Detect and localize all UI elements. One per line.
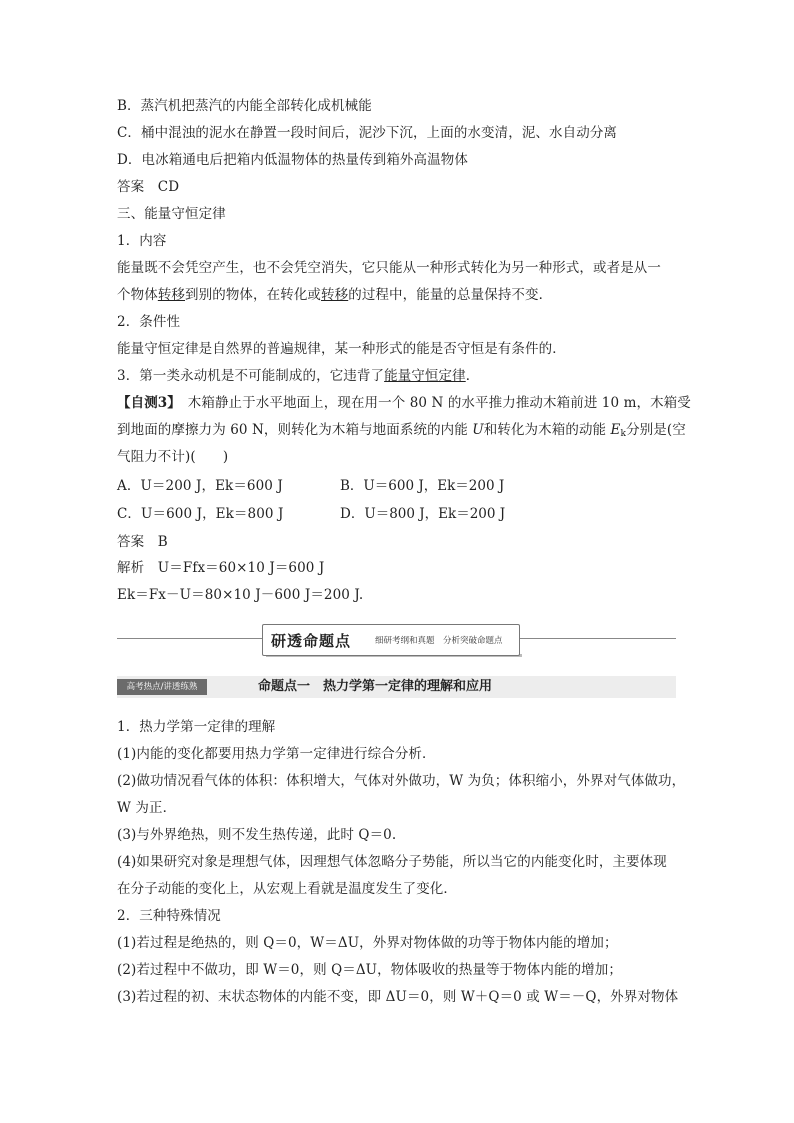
paragraph-line: 在分子动能的变化上，从宏观上看就是温度发生了变化． — [117, 881, 457, 897]
text-run: 个物体 — [117, 287, 158, 303]
var-u: U — [472, 422, 484, 438]
topic-tag: 高考热点/讲透练熟 — [117, 679, 207, 695]
banner-title: 研透命题点 — [271, 632, 352, 650]
paragraph-line: (3)与外界绝热，则不发生热传递，此时 Q＝0. — [117, 827, 397, 843]
option-c: C．U＝600 J，Ek＝800 J — [117, 506, 284, 522]
subheading: 2．三种特殊情况 — [117, 908, 221, 924]
section-banner — [262, 624, 520, 656]
paragraph-line: (2)做功情况看气体的体积：体积增大，气体对外做功，W 为负；体积缩小，外界对气体做功， — [117, 773, 686, 789]
self-test-tag: 【自测3】 — [117, 395, 175, 411]
subheading-content: 1．内容 — [117, 233, 167, 249]
paragraph-line: (3)若过程的初、末状态物体的内能不变，即 ΔU＝0，则 W＋Q＝0 或 W＝－Q，外界对物体 — [117, 989, 679, 1005]
underlined-term: 能量守恒定律 — [384, 368, 466, 384]
option-b: B．蒸汽机把蒸汽的内能全部转化成机械能 — [117, 98, 372, 114]
subheading: 1．热力学第一定律的理解 — [117, 719, 276, 735]
paragraph-line — [117, 367, 479, 385]
text-run: 到地面的摩擦力为 60 N，则转化为木箱与地面系统的内能 — [117, 422, 473, 438]
paragraph-line — [117, 286, 552, 304]
paragraph-line: 气阻力不计)( ) — [117, 449, 229, 465]
subheading-condition: 2．条件性 — [117, 314, 181, 330]
topic-title: 命题点一 热力学第一定律的理解和应用 — [258, 679, 493, 694]
topic-bar — [117, 676, 676, 698]
analysis-line: Ek＝Fx－U＝80×10 J－600 J＝200 J. — [117, 587, 364, 603]
text-run: ． — [465, 368, 480, 384]
paragraph-line: 能量既不会凭空产生，也不会凭空消失，它只能从一种形式转化为另一种形式，或者是从一 — [117, 260, 661, 276]
paragraph-line — [117, 421, 686, 443]
subscript-k: k — [620, 429, 627, 439]
divider — [117, 638, 262, 639]
self-test-question — [117, 394, 691, 412]
text-run: 到别的物体，在转化或 — [185, 287, 322, 303]
paragraph-line: (4)如果研究对象是理想气体，因理想气体忽略分子势能，所以当它的内能变化时，主要体现 — [117, 854, 667, 870]
option-a: A．U＝200 J，Ek＝600 J — [117, 478, 283, 494]
text-run: 分别是(空 — [626, 422, 686, 438]
analysis-line: 解析 U＝Ffx＝60×10 J＝600 J — [117, 560, 325, 576]
option-d: D．电冰箱通电后把箱内低温物体的热量传到箱外高温物体 — [117, 152, 468, 168]
divider — [518, 638, 676, 639]
banner-subtitle: 细研考纲和真题 分析突破命题点 — [375, 636, 503, 646]
paragraph-line: W 为正． — [117, 800, 177, 816]
answer-text: 答案 B — [117, 534, 168, 550]
text-run: 和转化为木箱的动能 — [483, 422, 611, 438]
section-heading: 三、能量守恒定律 — [117, 206, 226, 222]
paragraph-line: (1)若过程是绝热的，则 Q＝0，W＝ΔU，外界对物体做的功等于物体内能的增加； — [117, 935, 618, 951]
option-d: D．U＝800 J，Ek＝200 J — [340, 506, 506, 522]
text-run: 的过程中，能量的总量保持不变． — [348, 287, 553, 303]
paragraph-line: 能量守恒定律是自然界的普遍规律，某一种形式的能是否守恒是有条件的． — [117, 341, 566, 357]
paragraph-line: (2)若过程中不做功，即 W＝0，则 Q＝ΔU，物体吸收的热量等于物体内能的增加； — [117, 962, 622, 978]
option-c: C．桶中混浊的泥水在静置一段时间后，泥沙下沉，上面的水变清，泥、水自动分离 — [117, 125, 618, 141]
var-e: E — [610, 422, 621, 438]
text-run: 3．第一类永动机是不可能制成的，它违背了 — [117, 368, 385, 384]
option-b: B．U＝600 J，Ek＝200 J — [340, 478, 505, 494]
underlined-term: 转移 — [321, 287, 349, 303]
answer-text: 答案 CD — [117, 179, 180, 195]
text-run: 木箱静止于水平地面上，现在用一个 80 N 的水平推力推动木箱前进 10 m，木箱受 — [174, 395, 691, 411]
underlined-term: 转移 — [157, 287, 186, 303]
paragraph-line: (1)内能的变化都要用热力学第一定律进行综合分析． — [117, 746, 436, 762]
